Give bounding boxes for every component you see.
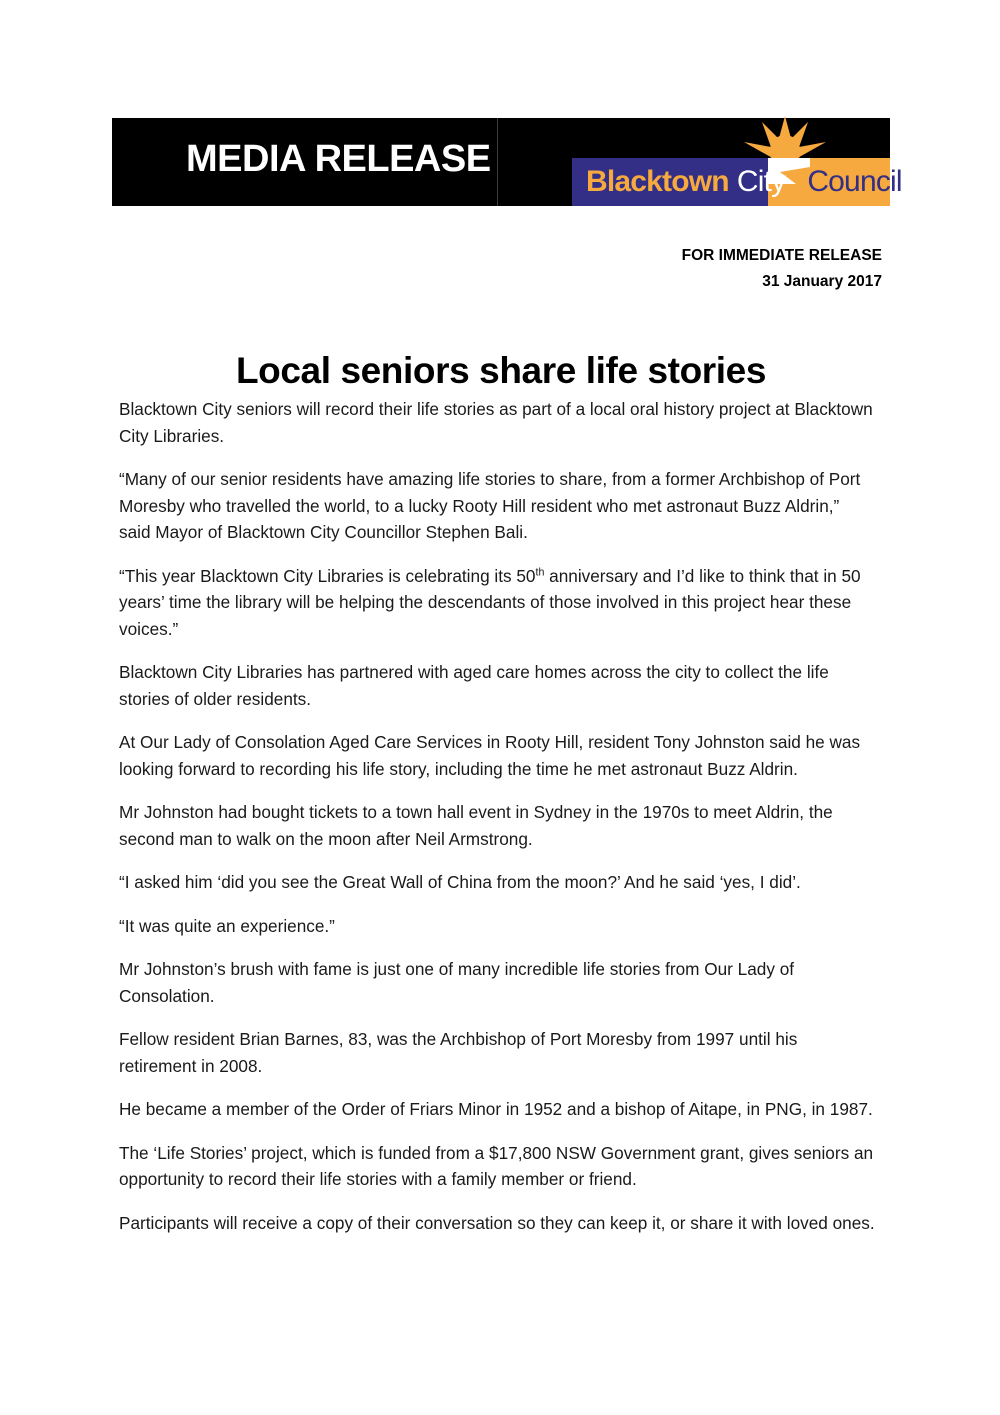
press-release-body [119,396,875,1236]
release-meta-block [120,243,882,295]
logo-word-city: City [736,165,786,198]
paragraph-2: “Many of our senior residents have amazing life stories to share, from a former Archbishop of Port Moresby who travelled the world, to a lucky Rooty Hill resident who met astronaut Buzz Aldrin,” said Mayor of Blacktown City Councillor Stephen Bali. [119,469,861,542]
paragraph-9: Mr Johnston’s brush with fame is just one of many incredible life stories from Our Lady of Consolation. [119,959,795,1006]
paragraph-3 [119,563,875,643]
banner-divider [497,118,498,206]
blacktown-city-council-logo [572,118,902,206]
paragraph-5: At Our Lady of Consolation Aged Care Services in Rooty Hill, resident Tony Johnston said he was looking forward to recording his life story, including the time he met astronaut Buzz Aldrin. [119,732,861,779]
logo-word-blacktown: Blacktown [586,165,729,198]
paragraph-12: The ‘Life Stories’ project, which is funded from a $17,800 NSW Government grant, gives seniors an opportunity to record their life stories with a family member or friend. [119,1142,874,1189]
paragraph-1: Blacktown City seniors will record their life stories as part of a local oral history project at Blacktown City Libraries. [119,399,873,446]
immediate-release-label: FOR IMMEDIATE RELEASE [681,247,882,264]
paragraph-4: Blacktown City Libraries has partnered with aged care homes across the city to collect the life stories of older residents. [119,662,829,709]
paragraph-7: “I asked him ‘did you see the Great Wall of China from the moon?’ And he said ‘yes, I did’. [119,872,801,892]
ordinal-suffix: th [535,565,545,578]
logo-word-council: Council [807,165,902,198]
logo-wordmark-text [572,158,902,206]
paragraph-3-after-sup: anniversary and I’d like to think that in 50 years’ time the library will be helping the descendants of those involved in this project hear these voices.” [119,565,861,639]
paragraph-3-before-sup: “This year Blacktown City Libraries is celebrating its 50 [119,565,536,586]
paragraph-8: “It was quite an experience.” [119,915,335,936]
release-date: 31 January 2017 [762,273,882,290]
paragraph-10: Fellow resident Brian Barnes, 83, was the Archbishop of Port Moresby from 1997 until his retirement in 2008. [119,1029,798,1076]
paragraph-6: Mr Johnston had bought tickets to a town hall event in Sydney in the 1970s to meet Aldrin, the second man to walk on the moon after Neil Armstrong. [119,802,833,849]
media-release-header-banner [112,118,902,206]
paragraph-11: He became a member of the Order of Friars Minor in 1952 and a bishop of Aitape, in PNG, in 1987. [119,1099,873,1119]
page-title: Local seniors share life stories [235,349,767,391]
logo-wordmark-bar [572,158,902,206]
media-release-title: MEDIA RELEASE [186,138,491,180]
paragraph-13: Participants will receive a copy of their conversation so they can keep it, or share it with loved ones. [119,1212,875,1233]
